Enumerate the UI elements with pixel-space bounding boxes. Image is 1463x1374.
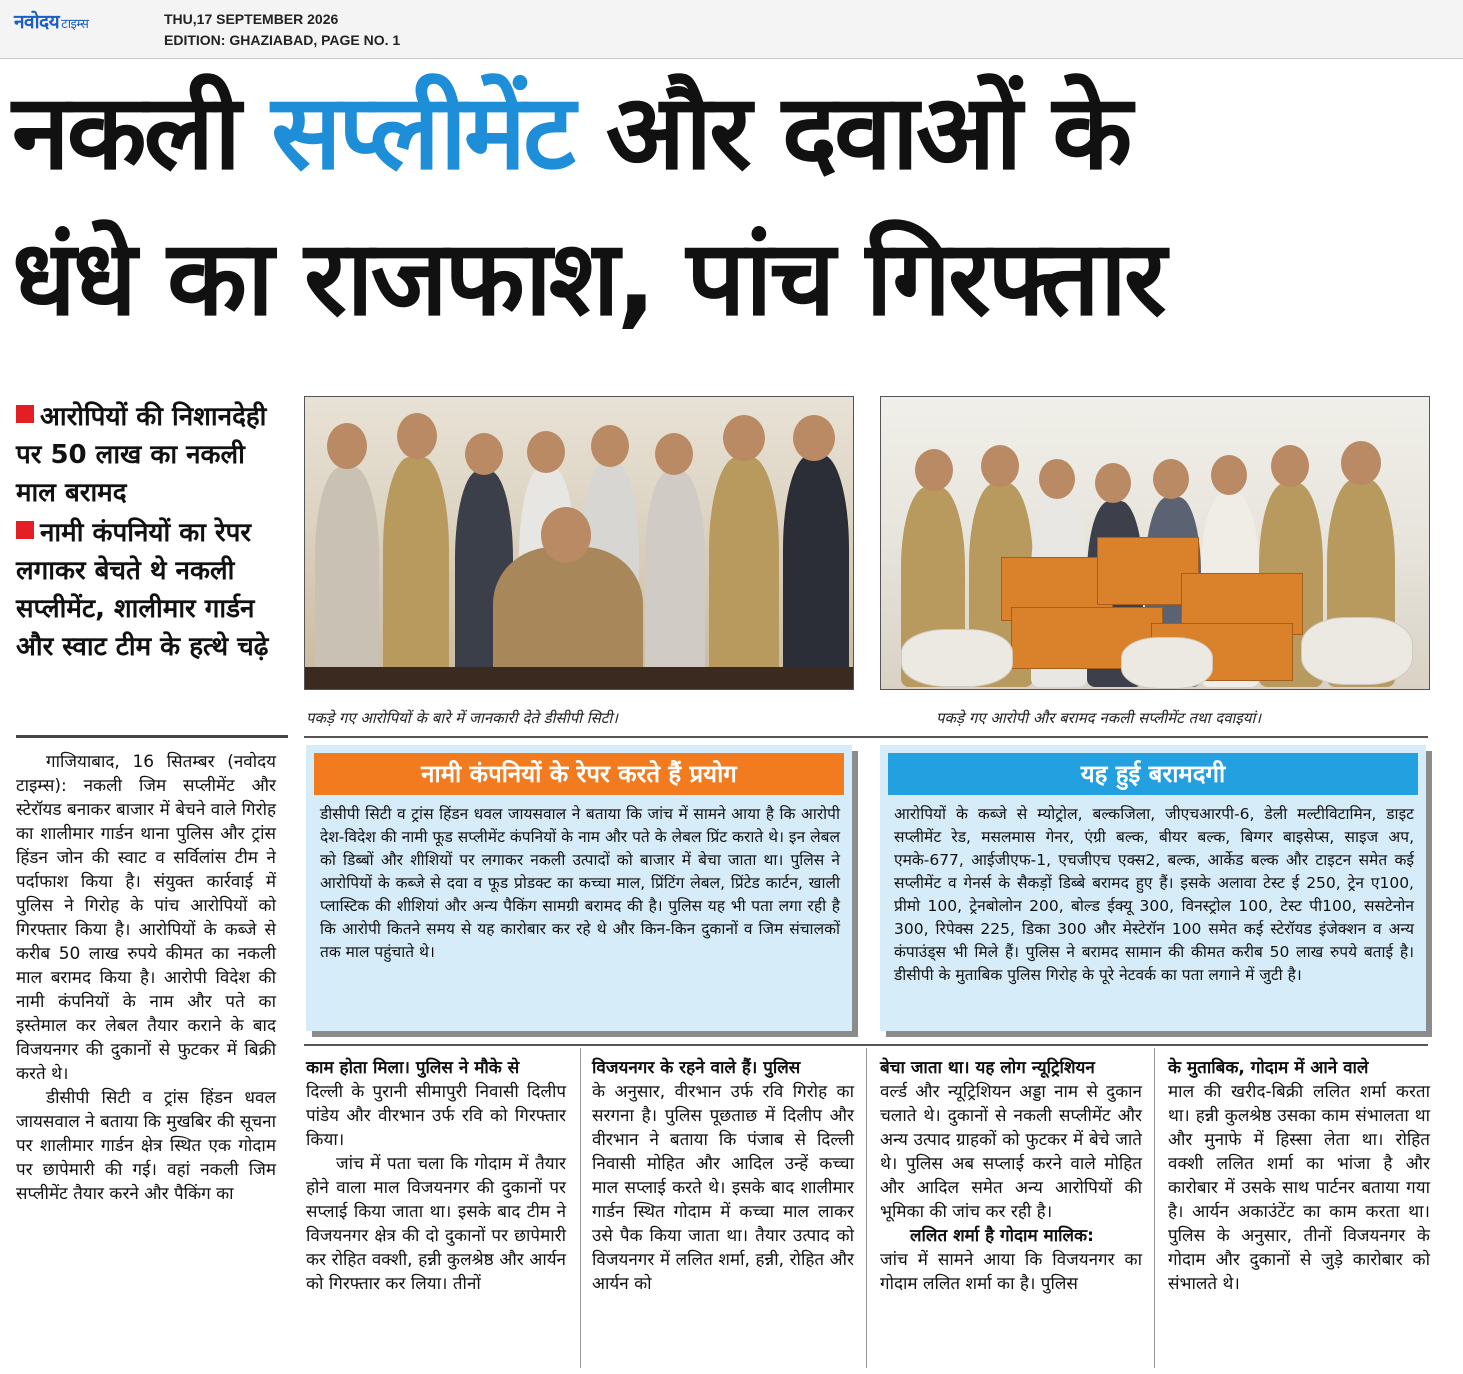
red-square-icon: [16, 405, 34, 423]
article-column-1: [16, 750, 276, 1206]
article-column-3: [592, 1056, 854, 1296]
bullets-divider: [16, 735, 288, 738]
person-head: [915, 449, 953, 491]
photo-caption-2: पकड़े गए आरोपी और बरामद नकली सप्लीमेंट तथा दवाइयां।: [936, 709, 1262, 727]
column-divider: [580, 1048, 581, 1368]
article-paragraph: जांच में पता चला कि गोदाम में तैयार होने वाला माल विजयनगर की दुकानों पर सप्लाई किया जाता था। इसके बाद टीम ने विजयनगर क्षेत्र की दो दुकानों पर छापेमारी कर रोहित वक्शी, हन्नी कुलश्रेष्ठ और आर्यन को गिरफ्तार कर लिया। तीनों: [306, 1154, 566, 1294]
info-box-text: डीसीपी सिटी व ट्रांस हिंडन धवल जायसवाल ने बताया कि जांच में सामने आया है कि आरोपी देश-विदेश की नामी फूड सप्लीमेंट कंपनियों के नाम और पते के लेबल प्रिंट कराते थे। इन लेबल को डिब्बों और शीशियों पर लगाकर नकली उत्पादों को बाजार में बेचा जाता था। पुलिस ने आरोपियों के कब्जे से दवा व फूड प्रोडक्ट का कच्चा माल, प्रिंटिंग लेबल, प्रिंटेड कार्टन, खाली प्लास्टिक की शीशियां और अन्य पैकिंग सामग्री बरामद की है। पुलिस यह भी पता लगा रही है कि आरोपी कितने समय से यह कारोबार कर रहे थे और किन-किन दुकानों व जिम संचालकों तक माल पहुंचाते थे।: [320, 805, 840, 961]
logo-text: नवोदय: [14, 11, 60, 33]
column-lead: के मुताबिक, गोदाम में आने वाले: [1168, 1058, 1369, 1078]
headline-line-1: [12, 72, 1452, 192]
article-paragraph: जांच में सामने आया कि विजयनगर का गोदाम ललित शर्मा का है। पुलिस: [880, 1250, 1142, 1294]
person-figure: [315, 467, 379, 689]
officer-head: [541, 507, 591, 563]
article-column-2: [306, 1056, 566, 1296]
desk: [305, 667, 853, 689]
column-divider: [866, 1048, 867, 1368]
person-head: [655, 433, 693, 475]
issue-date: THU,17 SEPTEMBER 2026: [164, 11, 339, 27]
photo-seized-goods: [880, 396, 1430, 690]
person-figure: [709, 457, 779, 689]
bullet-text: नामी कंपनियों का रेपर लगाकर बेचते थे नकली सप्लीमेंट, शालीमार गार्डन और स्वाट टीम के हत्थे चढ़े: [16, 518, 269, 662]
person-figure: [783, 455, 849, 689]
headline-highlight: सप्लीमेंट: [271, 71, 573, 193]
headline-line-2: धंधे का राजफाश, पांच गिरफ्तार: [12, 217, 1164, 339]
photo-caption-1: पकड़े गए आरोपियों के बारे में जानकारी देते डीसीपी सिटी।: [306, 709, 618, 727]
photo-press-briefing: [304, 396, 854, 690]
sack: [1121, 637, 1213, 689]
person-head: [591, 425, 629, 467]
bullet-item: [16, 514, 284, 666]
info-box-title: यह हुई बरामदगी: [888, 753, 1418, 795]
info-box-wrappers: [306, 745, 852, 1031]
column-lead: विजयनगर के रहने वाले हैं। पुलिस: [592, 1058, 801, 1078]
article-paragraph: वर्ल्ड और न्यूट्रिशियन अड्डा नाम से दुकान चलाते थे। दुकानों से नकली सप्लीमेंट और अन्य उत्पाद ग्राहकों को फुटकर में बेचे जाते थे। पुलिस अब सप्लाई करने वाले मोहित और आदिल समेत अन्य आरोपियों की भूमिका की जांच कर रही है।: [880, 1082, 1142, 1222]
person-head: [723, 415, 765, 461]
person-head: [527, 431, 565, 473]
article-column-5: [1168, 1056, 1430, 1296]
person-head: [1271, 445, 1309, 487]
person-head: [1341, 441, 1381, 485]
article-paragraph: दिल्ली के पुरानी सीमापुरी निवासी दिलीप पांडेय और वीरभान उर्फ रवि को गिरफ्तार किया।: [306, 1082, 566, 1150]
edition-info: [164, 9, 400, 51]
article-paragraph: गाजियाबाद, 16 सितम्बर (नवोदय टाइम्स): नकली जिम सप्लीमेंट और स्टेरॉयड बनाकर बाजार में बेचने वाले गिरोह का शालीमार गार्डन थाना पुलिस और ट्रांस हिंडन जोन की स्वाट व सर्विलांस टीम ने पर्दाफाश किया है। संयुक्त कार्रवाई में पुलिस ने गिरोह के पांच आरोपियों को गिरफ्तार किया है। आरोपियों के कब्जे से करीब 50 लाख रुपये कीमत का नकली माल बरामद किया है। आरोपी विदेश की नामी कंपनियों के नाम और पते का इस्तेमाल कर लेबल तैयार कराने के बाद विजयनगर की दुकानों से फुटकर में बिक्री करते थे।: [16, 752, 276, 1084]
edition-page: EDITION: GHAZIABAD, PAGE NO. 1: [164, 32, 401, 48]
headline-part-a: नकली: [12, 71, 272, 193]
section-divider: [304, 736, 1428, 738]
headline-part-b: और दवाओं के: [572, 71, 1130, 193]
person-head: [327, 423, 367, 469]
person-figure: [383, 457, 449, 689]
article-paragraph: डीसीपी सिटी व ट्रांस हिंडन धवल जायसवाल ने बताया कि मुखबिर की सूचना पर शालीमार गार्डन क्षेत्र स्थित एक गोदाम पर छापेमारी की गई। वहां नकली जिम सप्लीमेंट तैयार करने और पैकिंग का: [16, 1088, 276, 1204]
highlight-bullets: [16, 398, 284, 668]
article-subheading: ललित शर्मा है गोदाम मालिक:: [910, 1226, 1094, 1246]
person-head: [1095, 463, 1131, 503]
person-head: [793, 415, 835, 461]
person-head: [1211, 455, 1247, 495]
red-square-icon: [16, 521, 34, 539]
column-lead: बेचा जाता था। यह लोग न्यूट्रिशियन: [880, 1058, 1095, 1078]
bullet-text: आरोपियों की निशानदेही पर 50 लाख का नकली माल बरामद: [16, 402, 267, 508]
person-head: [981, 445, 1019, 487]
info-box-text: आरोपियों के कब्जे से म्योट्रोल, बल्कजिला, जीएचआरपी-6, डेली मल्टीविटामिन, डाइट सप्लीमेंट रेड, मसलमास गेनर, एंग्री बल्क, बीयर बल्क, बिग्गर बाइसेप्स, साइज अप, एमके-677, आईजीएफ-1, एचजीएच एक्स2, बल्क, आर्केड बल्क और टाइटन समेत कई सप्लीमेंट व गेनर्स के सैकड़ों डिब्बे बरामद हुए हैं। इसके अलावा टेस्ट ई 250, ट्रेन ए100, प्रीमो 100, ट्रेनबोलोन 200, बोल्ड ईक्यू 300, विनस्ट्रोल 100, टेस्ट पी100, ससटेनोन 300, रिपेक्स 225, डिका 300 और मेस्टेरॉन 100 समेत कई स्टेरॉयड इंजेक्शन व अन्य कंपाउंड्स भी मिले हैं। पुलिस ने बरामद सामान की कीमत करीब 50 लाख रुपये बताई है। डीसीपी के मुताबिक पुलिस गिरोह के पूरे नेटवर्क का पता लगाने में जुटी है।: [894, 805, 1414, 984]
person-head: [1153, 459, 1189, 499]
bullet-item: [16, 398, 284, 512]
person-head: [397, 413, 437, 459]
masthead-bar: [0, 0, 1463, 59]
column-lead: काम होता मिला। पुलिस ने मौके से: [306, 1058, 520, 1078]
info-box-recovery: [880, 745, 1426, 1031]
info-box-title: नामी कंपनियों के रेपर करते हैं प्रयोग: [314, 753, 844, 795]
columns-top-rule: [304, 1044, 1428, 1046]
column-divider: [1154, 1048, 1155, 1368]
article-paragraph: माल की खरीद-बिक्री ललित शर्मा करता था। हन्नी कुलश्रेष्ठ उसका काम संभालता था और मुनाफे में हिस्सा लेता था। रोहित वक्शी ललित शर्मा का भांजा है और कारोबार में उसके साथ पार्टनर बताया गया है। आर्यन अकाउंटेंट का काम करता था। पुलिस के अनुसार, तीनों विजयनगर के गोदाम और दुकानों से जुड़े कारोबार को संभालते थे।: [1168, 1082, 1430, 1294]
sack: [901, 629, 1013, 687]
newspaper-logo[interactable]: [14, 8, 88, 34]
article-paragraph: के अनुसार, वीरभान उर्फ रवि गिरोह का सरगना है। पुलिस पूछताछ में दिलीप और वीरभान ने बताया कि पंजाब से दिल्ली निवासी मोहित और आदिल उन्हें कच्चा माल सप्लाई करते थे। इसके बाद शालीमार गार्डन स्थित गोदाम में कच्चा माल लाकर उसे पैक किया जाता था। तैयार उत्पाद को विजयनगर में ललित शर्मा, हन्नी, रोहित और आर्यन को: [592, 1082, 854, 1294]
person-head: [1039, 459, 1075, 499]
sack: [1301, 617, 1413, 685]
person-figure: [645, 471, 705, 689]
logo-subtext: टाइम्स: [61, 17, 89, 32]
article-column-4: [880, 1056, 1142, 1296]
person-head: [465, 433, 503, 475]
